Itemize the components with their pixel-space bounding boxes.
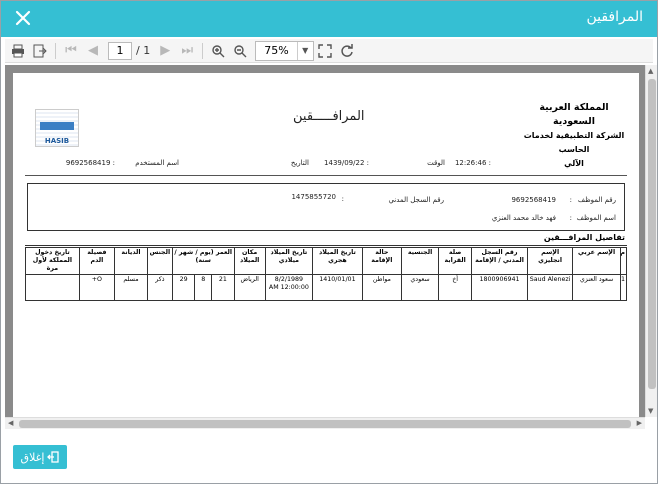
report-toolbar bbox=[5, 39, 653, 63]
scroll-up-icon[interactable]: ▲ bbox=[648, 67, 654, 75]
table-cell: 1410/01/01 bbox=[313, 275, 363, 301]
table-header-row bbox=[26, 248, 627, 275]
time-value: : 12:26:46 bbox=[454, 159, 491, 167]
table-cell: 29 bbox=[172, 275, 195, 301]
table-cell: 8/2/1989 12:00:00 AM bbox=[265, 275, 312, 301]
dialog-title: المرافقين bbox=[586, 9, 643, 25]
report-viewer bbox=[5, 65, 645, 417]
user-label: اسم المستخدم bbox=[135, 159, 179, 167]
employee-no-value: 9692568419 bbox=[511, 196, 556, 204]
table-cell bbox=[26, 275, 80, 301]
export-icon[interactable] bbox=[29, 40, 51, 62]
scroll-right-icon[interactable]: ▶ bbox=[636, 419, 642, 427]
exit-icon bbox=[47, 451, 59, 463]
next-page-icon[interactable]: ▶ bbox=[160, 43, 171, 58]
column-header: الإسم عربي bbox=[573, 248, 620, 275]
table-cell: مواطن bbox=[362, 275, 401, 301]
table-cell: 1800906941 bbox=[472, 275, 528, 301]
column-header: تاريخ الميلاد ميلادي bbox=[265, 248, 312, 275]
column-header: الجنسية bbox=[401, 248, 438, 275]
table-cell: O+ bbox=[79, 275, 114, 301]
employee-no-colon: : bbox=[569, 196, 572, 204]
table-cell: أخ bbox=[439, 275, 472, 301]
column-header: الإسم انجليزي bbox=[527, 248, 572, 275]
civil-no-colon: : bbox=[341, 195, 344, 203]
first-page-icon[interactable]: ⏮ bbox=[65, 43, 77, 58]
dialog-titlebar bbox=[1, 1, 657, 37]
report-title: المرافـــــقين bbox=[293, 109, 365, 124]
scroll-left-icon[interactable]: ◀ bbox=[8, 419, 14, 427]
scroll-down-icon[interactable]: ▼ bbox=[648, 407, 654, 415]
company-logo bbox=[35, 109, 79, 147]
header-divider bbox=[25, 175, 627, 176]
close-button[interactable] bbox=[13, 445, 67, 469]
company-line: المملكة العربية السعودية bbox=[539, 102, 609, 127]
zoom-value: 75% bbox=[264, 44, 289, 57]
column-header: الجنس bbox=[147, 248, 172, 275]
logo-text: HASIB bbox=[44, 137, 70, 145]
company-line: الشركة التطبيقية لخدمات bbox=[523, 131, 625, 140]
refresh-icon[interactable] bbox=[336, 40, 358, 62]
employee-no-label: رقم الموظف bbox=[577, 196, 616, 204]
table-row bbox=[26, 275, 627, 301]
page-total: / 1 bbox=[136, 44, 151, 57]
time-label: الوقت bbox=[427, 159, 445, 167]
zoom-in-icon[interactable] bbox=[207, 40, 229, 62]
employee-name-colon: : bbox=[569, 214, 572, 222]
company-line: الحاسب bbox=[558, 145, 590, 154]
company-line: الآلي bbox=[564, 159, 584, 168]
zoom-out-icon[interactable] bbox=[229, 40, 251, 62]
civil-no-label: رقم السجل المدني bbox=[388, 196, 444, 204]
table-cell: 21 bbox=[212, 275, 235, 301]
column-header: مكان الميلاد bbox=[234, 248, 265, 275]
section-divider bbox=[25, 245, 627, 246]
last-page-icon[interactable]: ⏭ bbox=[181, 43, 194, 58]
fullscreen-icon[interactable] bbox=[314, 40, 336, 62]
column-header: صلة القرابة bbox=[439, 248, 472, 275]
report-page bbox=[13, 73, 639, 417]
print-icon[interactable] bbox=[7, 40, 29, 62]
close-icon[interactable] bbox=[11, 6, 35, 30]
toolbar-divider bbox=[55, 43, 56, 59]
logo-band bbox=[40, 122, 74, 130]
section-title: تفاصيل المرافـــقين bbox=[543, 233, 625, 242]
column-header: تاريخ الميلاد هجري bbox=[313, 248, 363, 275]
column-header: م bbox=[620, 248, 626, 275]
dialog-footer bbox=[1, 431, 657, 483]
attendants-table bbox=[25, 247, 627, 301]
column-header: رقم السجل المدني / الإقامة bbox=[472, 248, 528, 275]
toolbar-divider bbox=[202, 43, 203, 59]
vertical-scroll-thumb[interactable] bbox=[648, 79, 656, 389]
date-value: : 1439/09/22 bbox=[324, 159, 369, 167]
column-header: الديانة bbox=[114, 248, 147, 275]
column-header: تاريخ دخول المملكة لأول مرة bbox=[26, 248, 80, 275]
chevron-down-icon: ▼ bbox=[297, 42, 313, 60]
page-number-input[interactable]: 1 bbox=[108, 42, 132, 60]
employee-name-value: فهد خالد محمد العنزي bbox=[491, 214, 556, 222]
user-value: : 9692568419 bbox=[65, 159, 115, 167]
table-cell: 8 bbox=[195, 275, 212, 301]
employee-info-box bbox=[27, 183, 625, 231]
table-cell: ذكر bbox=[147, 275, 172, 301]
civil-no-value: 1475855720 bbox=[291, 193, 336, 201]
horizontal-scroll-thumb[interactable] bbox=[19, 420, 631, 428]
column-header: حالة الإقامة bbox=[362, 248, 401, 275]
close-button-label: إغلاق bbox=[20, 450, 45, 464]
zoom-select[interactable] bbox=[255, 41, 313, 61]
prev-page-icon[interactable]: ◀ bbox=[88, 43, 98, 58]
employee-name-label: اسم الموظف bbox=[576, 214, 616, 222]
table-cell: 1 bbox=[620, 275, 626, 301]
table-cell: سعود العنزي bbox=[573, 275, 620, 301]
column-header: فصيلة الدم bbox=[79, 248, 114, 275]
horizontal-scrollbar[interactable] bbox=[5, 417, 645, 429]
company-header bbox=[519, 101, 629, 171]
table-cell: الرياض bbox=[234, 275, 265, 301]
column-header: العمر (يوم / شهر / سنة) bbox=[172, 248, 234, 275]
table-cell: Saud Alenezi bbox=[527, 275, 572, 301]
table-cell: مسلم bbox=[114, 275, 147, 301]
date-label: التاريخ bbox=[290, 159, 309, 167]
vertical-scrollbar[interactable] bbox=[645, 65, 657, 417]
table-cell: سعودي bbox=[401, 275, 438, 301]
